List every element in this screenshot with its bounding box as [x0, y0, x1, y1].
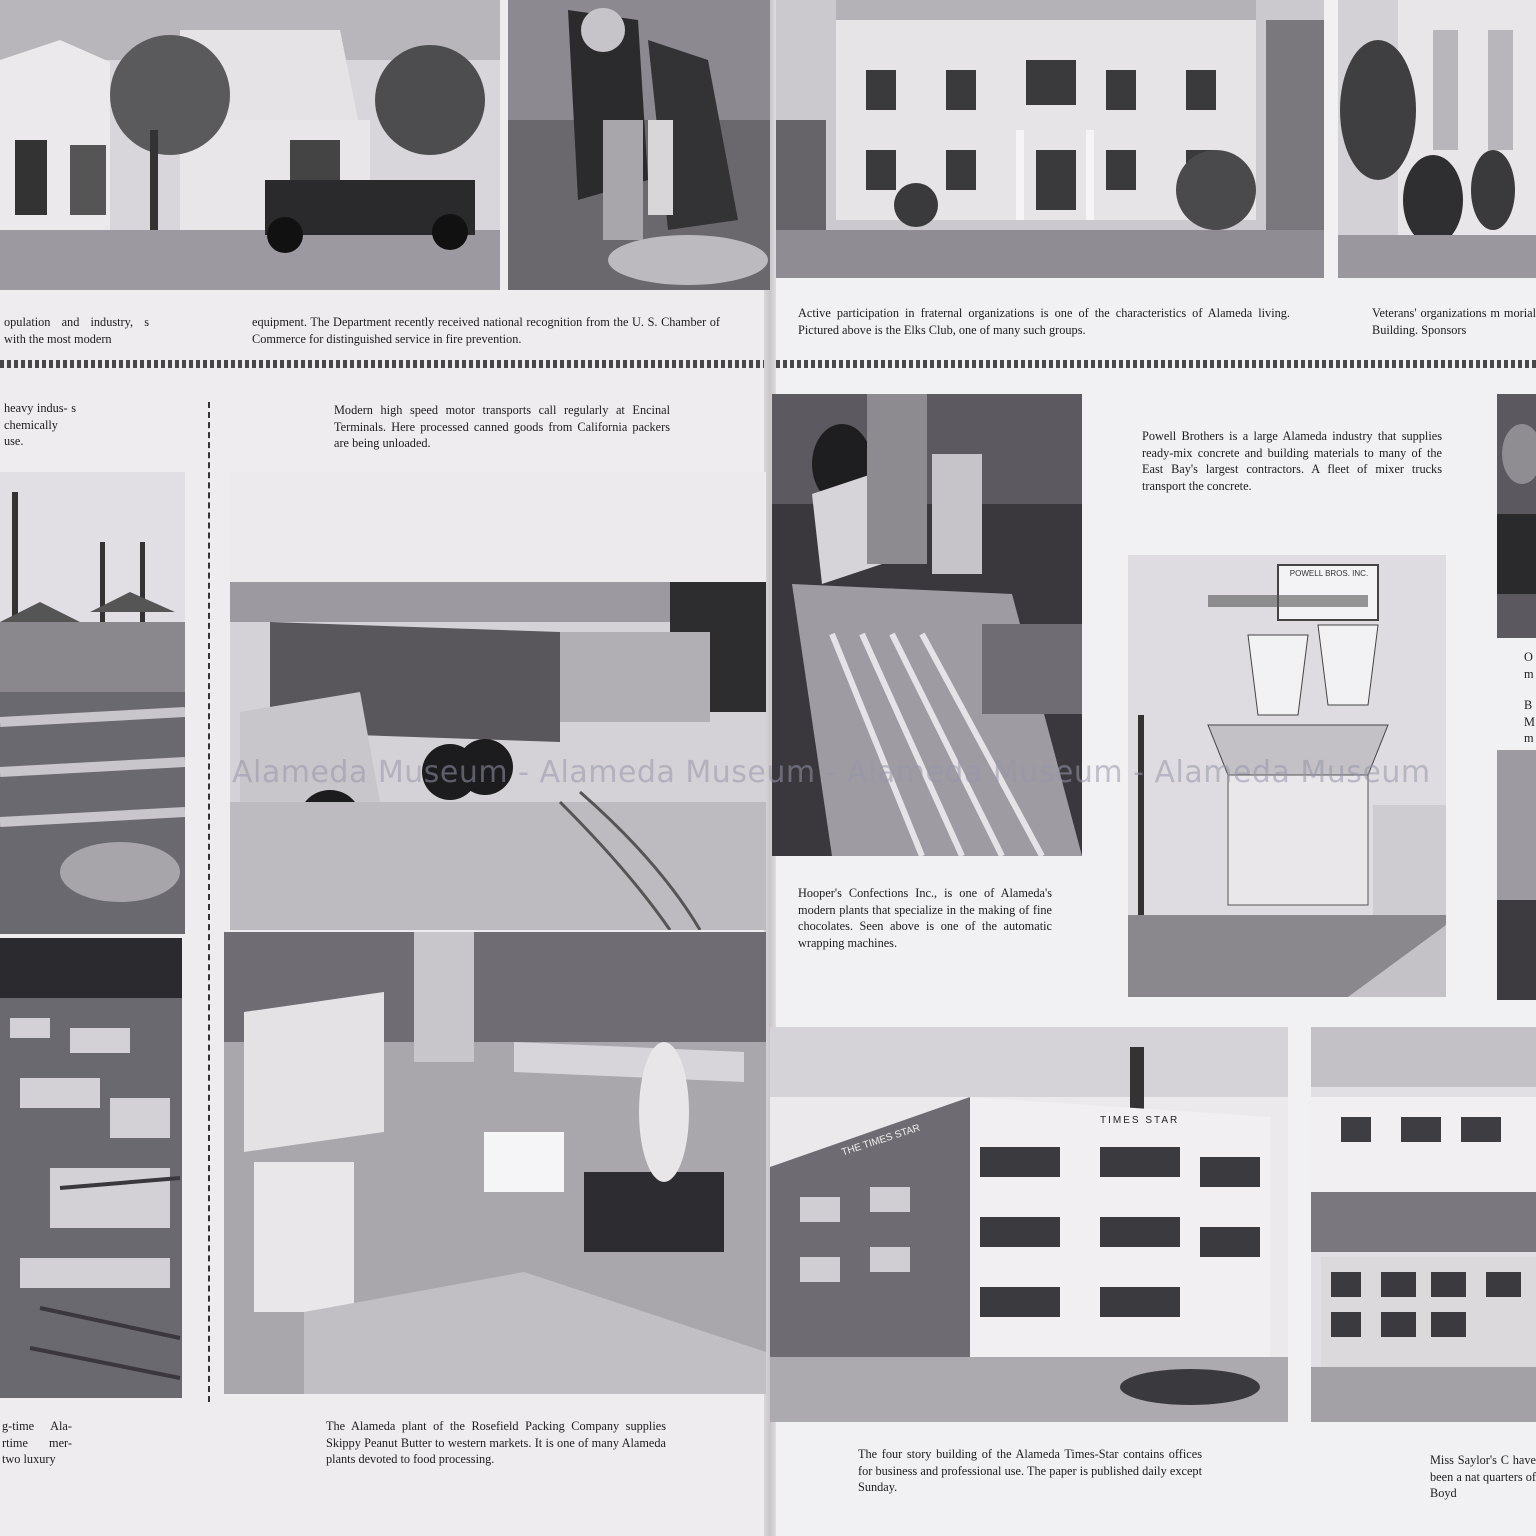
divider-left — [0, 360, 764, 368]
caption-times-star: The four story building of the Alameda Times-Star contains offices for business and professional use. The paper is published daily except Sunday. — [858, 1447, 1202, 1494]
photo-rosefield-packing — [224, 932, 766, 1394]
caption-heavy-industry: heavy indus- s chemically use. — [4, 401, 76, 448]
photo-naval-air-station — [0, 938, 182, 1398]
photo-right-edge-top — [1497, 394, 1536, 638]
photo-veterans-building — [1338, 0, 1536, 278]
sign-powell-bros: POWELL BROS. INC. — [1289, 569, 1369, 578]
caption-right-edge-2: B M m — [1524, 698, 1535, 745]
photo-right-edge-middle — [1497, 750, 1536, 1000]
caption-right-edge-1: O m — [1524, 650, 1534, 681]
caption-veterans: Veterans' organizations m morial Building. Sponsors — [1372, 306, 1536, 337]
sign-the-times-star: THE TIMES STAR — [840, 1122, 922, 1159]
photo-firemen-resuscitator — [508, 0, 770, 290]
watermark: Alameda Museum - Alameda Museum - Alameda Museum - Alameda Museum — [232, 755, 1431, 790]
caption-encinal: Modern high speed motor transports call regularly at Encinal Terminals. Here processed canned goods from California packers are being unloaded. — [334, 403, 670, 450]
photo-fire-station — [0, 0, 500, 290]
photo-encinal-trucks — [230, 472, 766, 930]
caption-longtime: g-time Ala- rtime mer- two luxury — [2, 1419, 72, 1466]
caption-elks: Active participation in fraternal organizations is one of the characteristics of Alameda living. Pictured above is the Elks Club, one of many such groups. — [798, 306, 1290, 337]
caption-powell: Powell Brothers is a large Alameda industry that supplies ready-mix concrete and building materials to many of the East Bay's largest contractors. A fleet of mixer trucks transport the concrete. — [1142, 429, 1442, 493]
caption-saylor: Miss Saylor's C have been a nat quarters of Boyd — [1430, 1453, 1536, 1500]
photo-times-star-building — [770, 1027, 1288, 1422]
photo-elks-club — [776, 0, 1324, 278]
caption-fire-right: equipment. The Department recently received national recognition from the U. S. Chamber of Commerce for distinguished service in fire prevention. — [252, 315, 720, 346]
photo-saylors-building — [1311, 1027, 1536, 1422]
caption-hoopers: Hooper's Confections Inc., is one of Alameda's modern plants that specialize in the making of fine chocolates. Seen above is one of the automatic wrapping machines. — [798, 886, 1052, 950]
caption-rosefield: The Alameda plant of the Rosefield Packing Company supplies Skippy Peanut Butter to western markets. It is one of many Alameda plants devoted to food processing. — [326, 1419, 666, 1466]
sign-times-star: TIMES STAR — [1100, 1115, 1180, 1126]
photo-lumber-yard — [0, 472, 185, 934]
caption-fire-left: opulation and industry, s with the most modern — [4, 315, 149, 346]
column-rule — [208, 402, 210, 1402]
divider-right — [776, 360, 1536, 368]
